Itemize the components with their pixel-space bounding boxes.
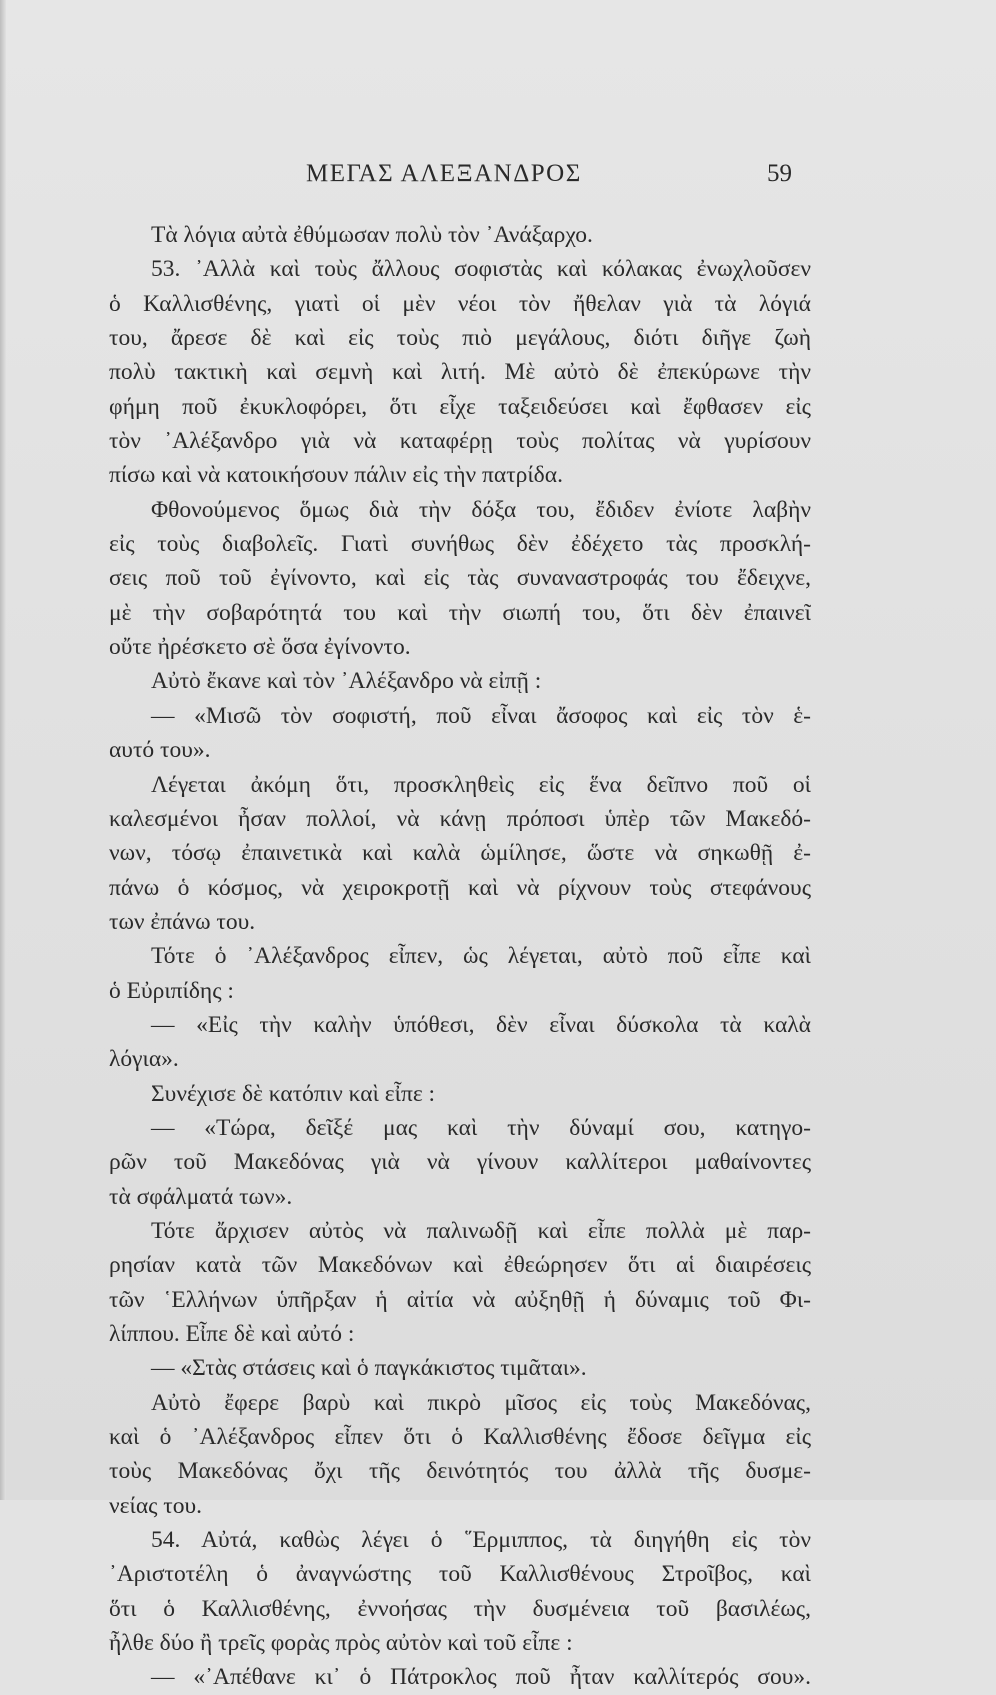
text-line: Τότε ὁ ᾿Αλέξανδρος εἶπεν, ὡς λέγεται, αὐτὸ ποῦ εἶπε καὶ bbox=[151, 943, 811, 970]
text-line: Συνέχισε δὲ κατόπιν καὶ εἶπε : bbox=[151, 1080, 436, 1107]
text-line: — «Τώρα, δεῖξέ μας καὶ τὴν δύναμί σου, κατηγο- bbox=[151, 1114, 811, 1141]
text-line: Αὐτὸ ἔκανε καὶ τὸν ᾿Αλέξανδρο νὰ εἰπῇ : bbox=[151, 668, 542, 695]
text-line: ρῶν τοῦ Μακεδόνας γιὰ νὰ γίνουν καλλίτεροι μαθαίνοντες bbox=[109, 1149, 811, 1176]
text-line: Λέγεται ἀκόμη ὅτι, προσκληθεὶς εἰς ἕνα δεῖπνο ποῦ οἱ bbox=[151, 771, 811, 798]
text-line: πίσω καὶ νὰ κατοικήσουν πάλιν εἰς τὴν πατρίδα. bbox=[109, 462, 563, 489]
text-line: πάνω ὁ κόσμος, νὰ χειροκροτῇ καὶ νὰ ρίχνουν τοὺς στεφάνους bbox=[109, 874, 811, 901]
text-line: ἦλθε δύο ἢ τρεῖς φορὰς πρὸς αὐτὸν καὶ τοῦ εἶπε : bbox=[109, 1630, 573, 1657]
text-line: ὅτι ὁ Καλλισθένης, ἐννοήσας τὴν δυσμένεια τοῦ βασιλέως, bbox=[109, 1595, 811, 1622]
text-line: οὔτε ἠρέσκετο σὲ ὅσα ἐγίνοντο. bbox=[109, 634, 411, 661]
page-number: 59 bbox=[767, 160, 792, 187]
text-line: τοὺς Μακεδόνας ὄχι τῆς δεινότητός του ἀλλὰ τῆς δυσμε- bbox=[109, 1458, 811, 1485]
text-line: Αὐτὸ ἔφερε βαρὺ καὶ πικρὸ μῖσος εἰς τοὺς Μακεδόνας, bbox=[151, 1389, 811, 1416]
text-line: Τότε ἄρχισεν αὐτὸς νὰ παλινωδῇ καὶ εἶπε πολλὰ μὲ παρ- bbox=[151, 1217, 811, 1244]
text-line: των ἐπάνω του. bbox=[109, 908, 256, 935]
text-line: — «Στὰς στάσεις καὶ ὁ παγκάκιστος τιμᾶται». bbox=[151, 1355, 587, 1382]
text-line: λίππου. Εἶπε δὲ καὶ αὐτό : bbox=[109, 1321, 355, 1347]
text-line: σεις ποῦ τοῦ ἐγίνοντο, καὶ εἰς τὰς συναναστροφάς του ἔδειχνε, bbox=[109, 565, 811, 592]
text-line: καὶ ὁ ᾿Αλέξανδρος εἶπεν ὅτι ὁ Καλλισθένης ἔδοσε δεῖγμα εἰς bbox=[109, 1424, 811, 1451]
text-line: μὲ τὴν σοβαρότητά του καὶ τὴν σιωπή του, ὅτι δὲν ἐπαινεῖ bbox=[109, 599, 811, 626]
text-line: του, ἄρεσε δὲ καὶ εἰς τοὺς πιὸ μεγάλους, διότι διῆγε ζωὴ bbox=[109, 325, 811, 352]
text-line: — «Μισῶ τὸν σοφιστή, ποῦ εἶναι ἄσοφος καὶ εἰς τὸν ἑ- bbox=[151, 702, 811, 729]
text-line: 54. Αὐτά, καθὼς λέγει ὁ ῞Ερμιππος, τὰ διηγήθη εἰς τὸν bbox=[151, 1527, 811, 1554]
body-text bbox=[109, 218, 811, 1695]
text-line: φήμη ποῦ ἐκυκλοφόρει, ὅτι εἶχε ταξειδεύσει καὶ ἔφθασεν εἰς bbox=[109, 393, 811, 420]
text-line: ρησίαν κατὰ τῶν Μακεδόνων καὶ ἐθεώρησεν ὅτι αἱ διαιρέσεις bbox=[109, 1252, 811, 1279]
text-line: τῶν ῾Ελλήνων ὑπῆρξαν ἡ αἰτία νὰ αὐξηθῇ ἡ δύναμις τοῦ Φι- bbox=[109, 1286, 811, 1313]
text-line: 53. ᾿Αλλὰ καὶ τοὺς ἄλλους σοφιστὰς καὶ κόλακας ἐνωχλοῦσεν bbox=[151, 256, 811, 283]
text-line: Φθονούμενος ὅμως διὰ τὴν δόξα του, ἔδιδεν ἐνίοτε λαβὴν bbox=[151, 496, 811, 523]
text-line: — «᾿Απέθανε κι᾿ ὁ Πάτροκλος ποῦ ἦταν καλλίτερός σου». bbox=[151, 1664, 811, 1691]
text-line: τὰ σφάλματά των». bbox=[109, 1183, 293, 1210]
text-line: εἰς τοὺς διαβολεῖς. Γιατὶ συνήθως δὲν ἐδέχετο τὰς προσκλή- bbox=[109, 531, 811, 558]
page-edge-shadow bbox=[0, 0, 6, 1500]
text-line: ὁ Καλλισθένης, γιατὶ οἱ μὲν νέοι τὸν ἤθελαν γιὰ τὰ λόγιά bbox=[109, 290, 811, 317]
text-line: καλεσμένοι ἦσαν πολλοί, νὰ κάνῃ πρόποσι ὑπὲρ τῶν Μακεδό- bbox=[109, 805, 811, 832]
text-line: λόγια». bbox=[109, 1046, 179, 1073]
text-line: — «Εἰς τὴν καλὴν ὑπόθεσι, δὲν εἶναι δύσκολα τὰ καλὰ bbox=[151, 1011, 811, 1038]
text-line: ὁ Εὐριπίδης : bbox=[109, 977, 234, 1004]
text-line: αυτό του». bbox=[109, 737, 211, 764]
text-line: τὸν ᾿Αλέξανδρο γιὰ νὰ καταφέρῃ τοὺς πολίτας νὰ γυρίσουν bbox=[109, 428, 811, 455]
running-title: ΜΕΓΑΣ ΑΛΕΞΑΝΔΡΟΣ bbox=[306, 160, 582, 187]
text-line: πολὺ τακτικὴ καὶ σεμνὴ καὶ λιτή. Μὲ αὐτὸ δὲ ἐπεκύρωνε τὴν bbox=[109, 359, 811, 386]
text-line: νων, τόσῳ ἐπαινετικὰ καὶ καλὰ ὡμίλησε, ὥστε νὰ σηκωθῇ ἐ- bbox=[109, 840, 811, 867]
text-line: ᾿Αριστοτέλη ὁ ἀναγνώστης τοῦ Καλλισθένους Στροῖβος, καὶ bbox=[109, 1561, 811, 1588]
text-line: Τὰ λόγια αὐτὰ ἐθύμωσαν πολὺ τὸν ᾿Ανάξαρχο. bbox=[151, 222, 593, 248]
running-head bbox=[306, 160, 796, 196]
text-line: νείας του. bbox=[109, 1492, 203, 1519]
